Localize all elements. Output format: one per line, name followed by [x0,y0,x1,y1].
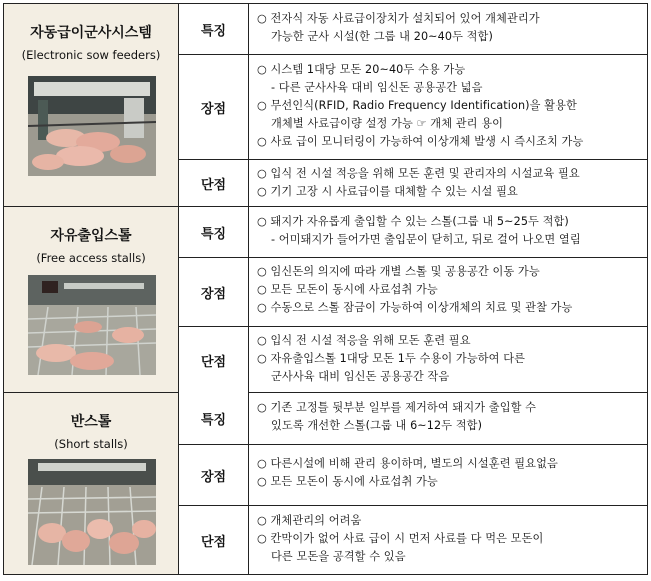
category-cell [4,393,179,574]
label-disadvantages: 단점 [179,506,249,574]
text-line: ○ 무선인식(RFID, Radio Frequency Identification)을 활용한 [257,99,577,112]
text-line: 군사사육 대비 임신돈 공용공간 작음 [271,370,450,383]
label-disadvantages: 단점 [179,327,249,393]
advantages-description [249,445,647,506]
text-line: - 다른 군사사육 대비 임신돈 공용공간 넓음 [271,81,483,94]
sow-feeder-photo [28,76,156,176]
comparison-table [3,3,648,575]
label-advantages: 장점 [179,258,249,327]
text-line: ○ 입식 전 시설 적응을 위해 모돈 훈련 및 관리자의 시설교육 필요 [257,167,580,180]
category-cell [4,207,179,392]
section-free-access-stalls [4,207,647,393]
feature-description [249,207,647,258]
text-line: 가능한 군사 시설(한 그룹 내 20~40두 적합) [271,30,493,43]
text-line: ○ 다른시설에 비해 관리 용이하며, 별도의 시설훈련 필요없음 [257,457,558,470]
text-line: 다른 모돈을 공격할 수 있음 [271,550,406,563]
label-advantages: 장점 [179,445,249,506]
disadvantages-description [249,327,647,393]
text-line: ○ 임신돈의 의지에 따라 개별 스톨 및 공용공간 이동 가능 [257,265,540,278]
text-line: ○ 모든 모돈이 동시에 사료섭취 가능 [257,475,438,488]
text-line: ○ 사료 급이 모니터링이 가능하여 이상개체 발생 시 즉시조치 가능 [257,135,584,148]
text-line: 있도록 개선한 스톨(그룹 내 6~12두 적합) [271,419,483,432]
category-name: 반스톨 [70,414,112,430]
free-access-stall-photo [28,275,156,375]
advantages-description [249,258,647,327]
text-line: ○ 개체관리의 어려움 [257,514,362,527]
feature-description [249,4,647,55]
disadvantages-description [249,160,647,206]
text-line: ○ 돼지가 자유롭게 출입할 수 있는 스톨(그룹 내 5~25두 적합) [257,215,569,228]
section-short-stalls [4,393,647,574]
text-line: ○ 기기 고장 시 사료급이를 대체할 수 있는 시설 필요 [257,185,518,198]
feature-description [249,393,647,445]
text-line: - 어미돼지가 들어가면 출입문이 닫히고, 뒤로 걸어 나오면 열림 [271,233,581,246]
text-line: ○ 자유출입스톨 1대당 모돈 1두 수용이 가능하여 다른 [257,352,526,365]
section-electronic-sow-feeders [4,4,647,207]
category-name: 자유출입스톨 [50,228,132,244]
text-line: ○ 전자식 자동 사료급이장치가 설치되어 있어 개체관리가 [257,12,540,25]
text-line: ○ 수동으로 스톨 잠금이 가능하여 이상개체의 치료 및 관찰 가능 [257,301,573,314]
category-cell [4,4,179,206]
label-feature: 특징 [179,393,249,445]
category-english-name: (Electronic sow feeders) [21,48,161,62]
text-line: ○ 칸막이가 없어 사료 급이 시 먼저 사료를 다 먹은 모돈이 [257,532,544,545]
category-english-name: (Free access stalls) [36,251,146,265]
label-feature: 특징 [179,4,249,55]
label-disadvantages: 단점 [179,160,249,206]
text-line: ○ 기존 고정틀 뒷부분 일부를 제거하여 돼지가 출입할 수 [257,401,537,414]
text-line: ○ 시스템 1대당 모돈 20~40두 수용 가능 [257,63,466,76]
disadvantages-description [249,506,647,574]
category-english-name: (Short stalls) [54,437,128,451]
label-advantages: 장점 [179,55,249,160]
advantages-description [249,55,647,160]
text-line: ○ 입식 전 시설 적응을 위해 모돈 훈련 필요 [257,334,471,347]
text-line: 개체별 사료급이량 설정 가능 ☞ 개체 관리 용이 [271,117,504,130]
short-stall-photo [28,459,156,565]
category-name: 자동급이군사시스템 [30,25,152,41]
text-line: ○ 모든 모돈이 동시에 사료섭취 가능 [257,283,438,296]
label-feature: 특징 [179,207,249,258]
